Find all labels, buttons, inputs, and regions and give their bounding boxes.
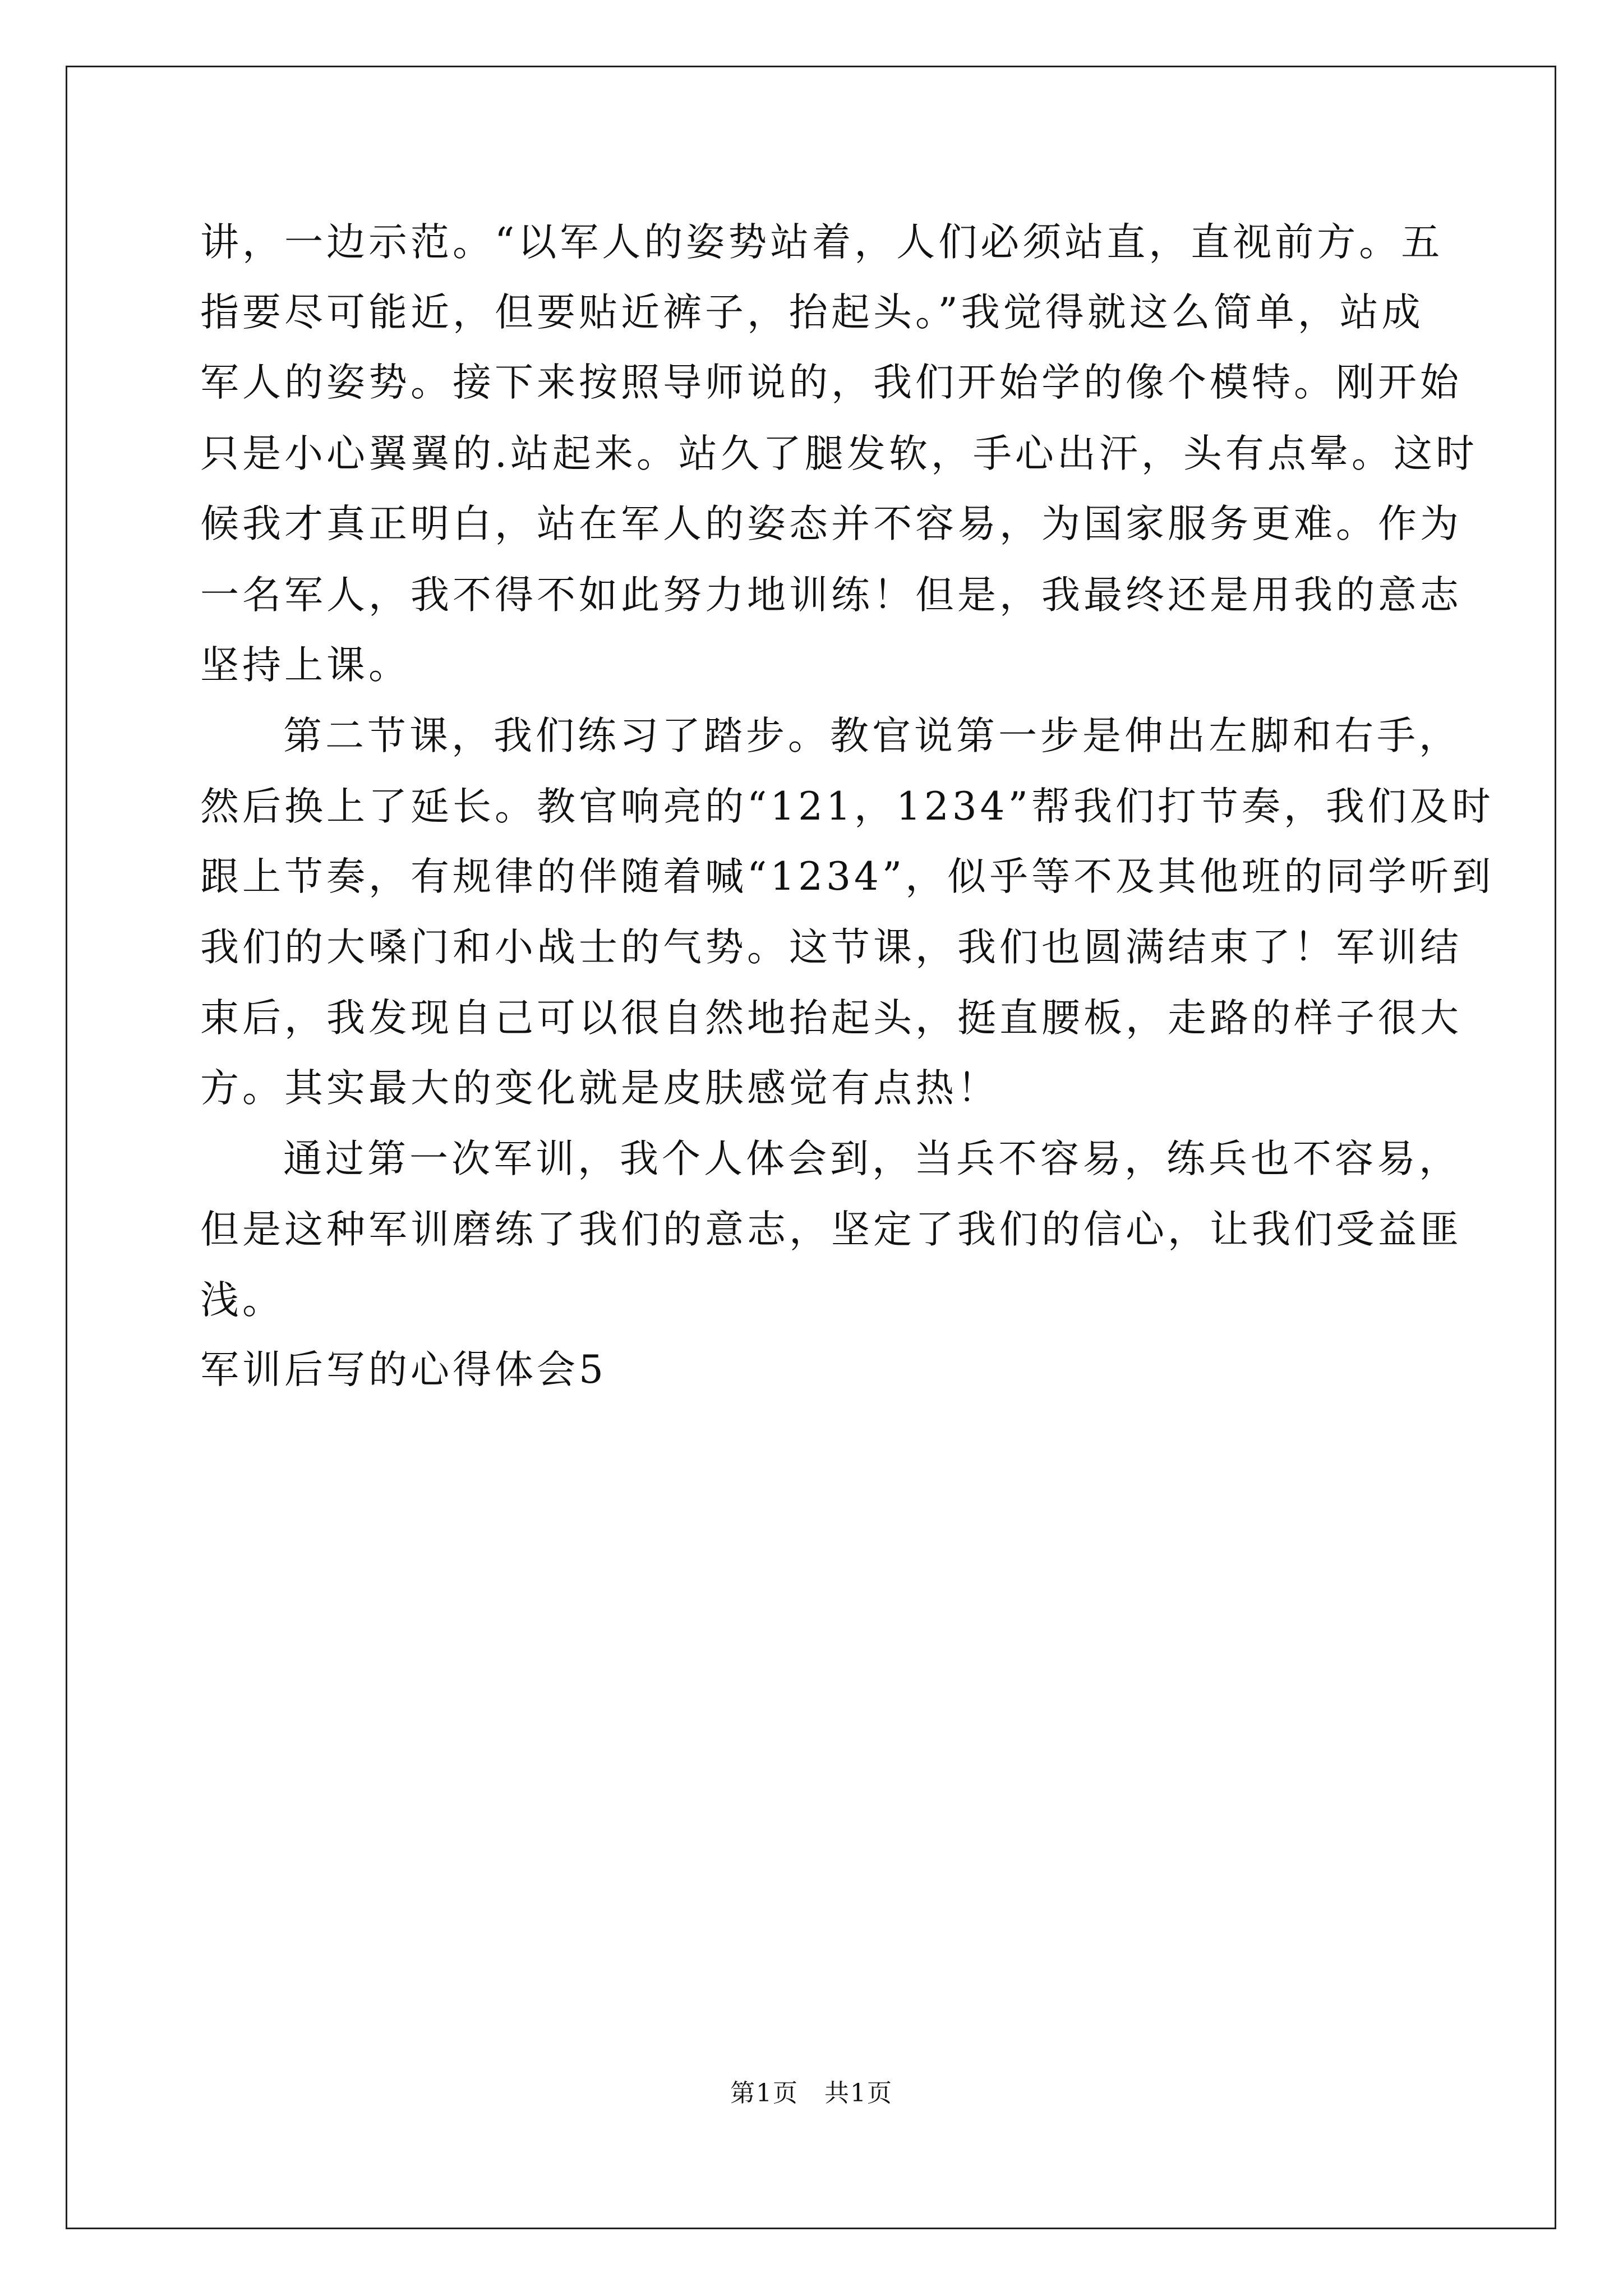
body-line-16: 浅。 [200, 1278, 284, 1323]
body-line-1: 讲，一边示范。“以军人的姿势站着，人们必须站直，直视前方。五 [200, 220, 1444, 265]
body-line-3: 军人的姿势。接下来按照导师说的，我们开始学的像个模特。刚开始 [200, 360, 1462, 405]
body-line-12: 束后，我发现自己可以很自然地抬起头，挺直腰板，走路的样子很大 [200, 996, 1462, 1041]
page-number-footer: 第1页 共1页 [730, 2079, 893, 2108]
paragraph-start-line: 第二节课，我们练习了踏步。教官说第一步是伸出左脚和右手， [283, 714, 1461, 758]
body-line-4: 只是小心翼翼的.站起来。站久了腿发软，手心出汗，头有点晕。这时 [200, 431, 1478, 476]
paragraph-start-line: 通过第一次军训，我个人体会到，当兵不容易，练兵也不容易， [283, 1137, 1461, 1181]
body-line-10: 跟上节奏，有规律的伴随着喊“1234”，似乎等不及其他班的同学听到 [200, 854, 1495, 899]
body-line-2: 指要尽可能近，但要贴近裤子，抬起头。”我觉得就这么简单，站成 [200, 290, 1424, 335]
body-line-5: 候我才真正明白，站在军人的姿态并不容易，为国家服务更难。作为 [200, 501, 1462, 546]
body-line-6: 一名军人，我不得不如此努力地训练！但是，我最终还是用我的意志 [200, 573, 1462, 618]
body-line-11: 我们的大嗓门和小战士的气势。这节课，我们也圆满结束了！军训结 [200, 925, 1462, 970]
body-line-9: 然后换上了延长。教官响亮的“121，1234”帮我们打节奏，我们及时 [200, 784, 1494, 829]
body-line-13: 方。其实最大的变化就是皮肤感觉有点热！ [200, 1066, 999, 1111]
body-line-15: 但是这种军训磨练了我们的意志，坚定了我们的信心，让我们受益匪 [200, 1207, 1462, 1252]
body-line-7: 坚持上课。 [200, 643, 411, 688]
section-heading: 军训后写的心得体会5 [200, 1347, 607, 1392]
